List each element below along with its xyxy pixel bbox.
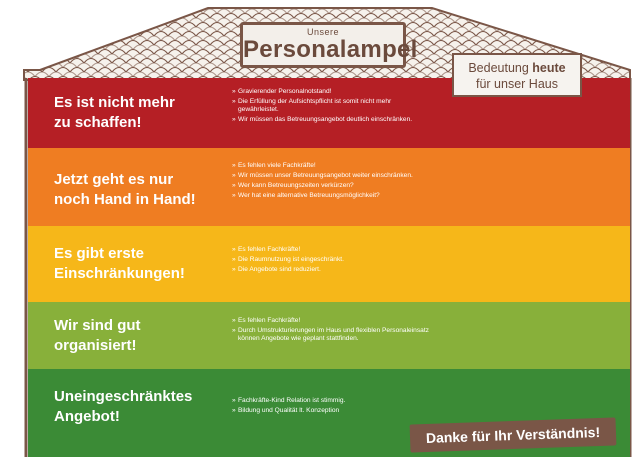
thanks-banner: Danke für Ihr Verständnis! (410, 417, 617, 452)
list-item: » Es fehlen viele Fachkräfte! (232, 162, 432, 170)
list-item: » Wer hat eine alternative Betreuungsmöglichkeit? (232, 192, 432, 200)
level-yellow-title-line2: Einschränkungen! (54, 265, 185, 282)
level-yellow-band (28, 226, 630, 302)
meaning-line1-bold: heute (532, 61, 566, 75)
level-green-title (54, 387, 234, 427)
level-green-title-line1: Uneingeschränktes (54, 388, 193, 405)
level-yellow-title (54, 244, 234, 284)
level-orange-title-line2: noch Hand in Hand! (54, 191, 196, 208)
level-red-title-line1: Es ist nicht mehr (54, 94, 175, 111)
poster-title: Personalampel (243, 36, 418, 63)
meaning-today-box (452, 53, 582, 97)
level-lime-band (28, 302, 630, 369)
level-yellow-bullets (232, 246, 432, 276)
level-lime-title-line1: Wir sind gut (54, 317, 141, 334)
meaning-line1-prefix: Bedeutung (468, 61, 533, 75)
level-orange-band (28, 148, 630, 226)
list-item: » Die Angebote sind reduziert. (232, 266, 432, 274)
list-item: » Bildung und Qualität lt. Konzeption (232, 407, 432, 415)
list-item: » Es fehlen Fachkräfte! (232, 317, 432, 325)
level-green-title-line2: Angebot! (54, 408, 120, 425)
level-orange-title (54, 170, 234, 210)
level-red-bullets (232, 88, 432, 126)
list-item: » Wer kann Betreuungszeiten verkürzen? (232, 182, 432, 190)
level-lime-title-line2: organisiert! (54, 337, 137, 354)
list-item: » Die Raumnutzung ist eingeschränkt. (232, 256, 432, 264)
level-red-title (54, 93, 234, 133)
list-item: » Die Erfüllung der Aufsichtspflicht ist somit nicht mehr gewährleistet. (232, 98, 432, 115)
level-lime-bullets (232, 317, 432, 345)
list-item: » Es fehlen Fachkräfte! (232, 246, 432, 254)
poster-title-box (240, 22, 418, 68)
meaning-line1 (454, 60, 580, 76)
list-item: » Durch Umstrukturierungen im Haus und flexiblen Personaleinsatz können Angebote wie geplant stattfinden. (232, 327, 432, 344)
level-red-title-line2: zu schaffen! (54, 114, 142, 131)
level-orange-bullets (232, 162, 432, 202)
meaning-line2: für unser Haus (476, 77, 558, 91)
list-item: » Wir müssen das Betreuungsangebot deutlich einschränken. (232, 116, 432, 124)
list-item: » Gravierender Personalnotstand! (232, 88, 432, 96)
level-yellow-title-line1: Es gibt erste (54, 245, 145, 262)
title-small-label: Unsere (306, 27, 339, 37)
level-orange-title-line1: Jetzt geht es nur (54, 171, 174, 188)
level-green-bullets (232, 397, 432, 417)
list-item: » Wir müssen unser Betreuungsangebot weiter einschränken. (232, 172, 432, 180)
list-item: » Fachkräfte-Kind Relation ist stimmig. (232, 397, 432, 405)
level-lime-title (54, 316, 234, 356)
